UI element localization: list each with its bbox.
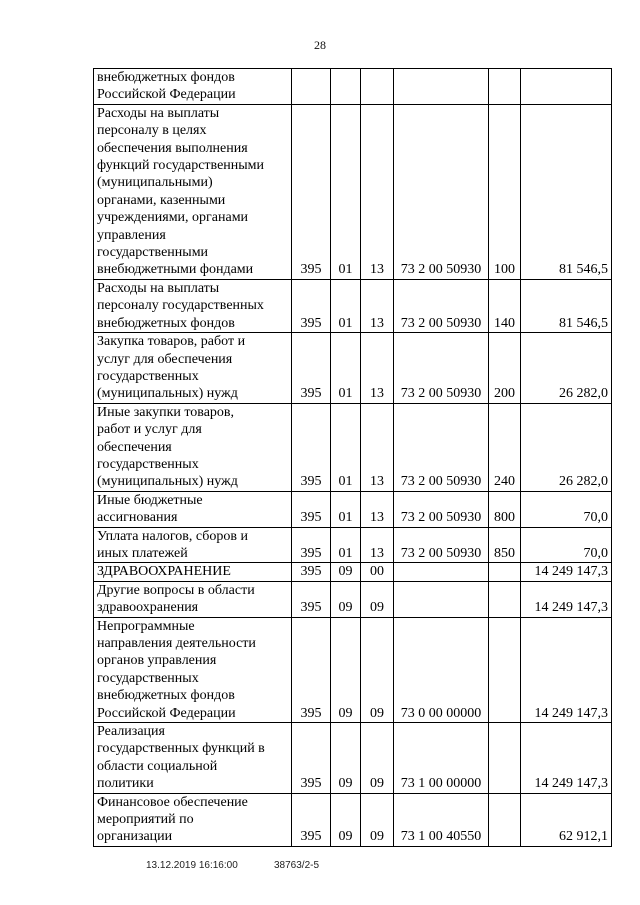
ministry-code-cell: 395	[292, 563, 331, 581]
expense-type-code-cell	[489, 581, 521, 617]
amount-cell: 81 546,5	[521, 104, 612, 279]
subsection-code-cell: 13	[361, 491, 394, 527]
subsection-code-cell: 09	[361, 617, 394, 722]
expense-name-cell: Уплата налогов, сборов и иных платежей	[94, 527, 292, 563]
section-code-cell: 01	[331, 403, 361, 491]
section-code-cell: 09	[331, 617, 361, 722]
target-article-code-cell: 73 1 00 00000	[394, 723, 489, 794]
subsection-code-cell	[361, 69, 394, 105]
table-row	[94, 617, 612, 722]
amount-cell: 81 546,5	[521, 279, 612, 332]
expense-type-code-cell	[489, 563, 521, 581]
target-article-code-cell: 73 2 00 50930	[394, 403, 489, 491]
ministry-code-cell: 395	[292, 581, 331, 617]
expense-name-cell: Расходы на выплаты персоналу в целях обеспечения выполнения функций государственными (муниципальными) органами, казенными учреждениями, органами управления государственными внебюджетными фондами	[94, 104, 292, 279]
expense-name-cell: ЗДРАВООХРАНЕНИЕ	[94, 563, 292, 581]
amount-cell: 26 282,0	[521, 403, 612, 491]
expense-name-cell: Закупка товаров, работ и услуг для обеспечения государственных (муниципальных) нужд	[94, 333, 292, 404]
target-article-code-cell: 73 2 00 50930	[394, 279, 489, 332]
expense-type-code-cell	[489, 723, 521, 794]
amount-cell: 26 282,0	[521, 333, 612, 404]
section-code-cell: 01	[331, 279, 361, 332]
expense-type-code-cell: 850	[489, 527, 521, 563]
table-row	[94, 333, 612, 404]
target-article-code-cell: 73 2 00 50930	[394, 104, 489, 279]
section-code-cell: 09	[331, 793, 361, 846]
ministry-code-cell: 395	[292, 104, 331, 279]
subsection-code-cell: 09	[361, 723, 394, 794]
expense-name-cell: Финансовое обеспечение мероприятий по организации	[94, 793, 292, 846]
target-article-code-cell: 73 1 00 40550	[394, 793, 489, 846]
section-code-cell: 01	[331, 104, 361, 279]
section-code-cell: 01	[331, 527, 361, 563]
expense-name-cell: Расходы на выплаты персоналу государственных внебюджетных фондов	[94, 279, 292, 332]
table-row	[94, 723, 612, 794]
table-row	[94, 581, 612, 617]
ministry-code-cell: 395	[292, 617, 331, 722]
ministry-code-cell: 395	[292, 279, 331, 332]
target-article-code-cell	[394, 563, 489, 581]
ministry-code-cell	[292, 69, 331, 105]
budget-table-body	[94, 69, 612, 847]
expense-type-code-cell	[489, 69, 521, 105]
expense-type-code-cell: 800	[489, 491, 521, 527]
target-article-code-cell: 73 2 00 50930	[394, 527, 489, 563]
target-article-code-cell	[394, 581, 489, 617]
expense-type-code-cell	[489, 793, 521, 846]
table-row	[94, 793, 612, 846]
table-row	[94, 104, 612, 279]
expense-name-cell: Другие вопросы в области здравоохранения	[94, 581, 292, 617]
amount-cell: 70,0	[521, 527, 612, 563]
footer-date: 13.12.2019 16:16:00	[146, 860, 238, 871]
subsection-code-cell: 13	[361, 279, 394, 332]
expense-name-cell: Непрограммные направления деятельности органов управления государственных внебюджетных фондов Российской Федерации	[94, 617, 292, 722]
amount-cell: 14 249 147,3	[521, 617, 612, 722]
table-row	[94, 491, 612, 527]
ministry-code-cell: 395	[292, 333, 331, 404]
expense-name-cell: Реализация государственных функций в области социальной политики	[94, 723, 292, 794]
subsection-code-cell: 13	[361, 527, 394, 563]
subsection-code-cell: 13	[361, 104, 394, 279]
table-row	[94, 279, 612, 332]
footer-document-id: 38763/2-5	[274, 860, 320, 871]
amount-cell: 70,0	[521, 491, 612, 527]
ministry-code-cell: 395	[292, 527, 331, 563]
subsection-code-cell: 13	[361, 333, 394, 404]
expense-type-code-cell: 100	[489, 104, 521, 279]
expense-name-cell: Иные бюджетные ассигнования	[94, 491, 292, 527]
expense-type-code-cell: 200	[489, 333, 521, 404]
section-code-cell: 01	[331, 333, 361, 404]
ministry-code-cell: 395	[292, 403, 331, 491]
subsection-code-cell: 09	[361, 793, 394, 846]
ministry-code-cell: 395	[292, 491, 331, 527]
section-code-cell: 09	[331, 563, 361, 581]
target-article-code-cell: 73 2 00 50930	[394, 491, 489, 527]
amount-cell	[521, 69, 612, 105]
amount-cell: 14 249 147,3	[521, 581, 612, 617]
subsection-code-cell: 09	[361, 581, 394, 617]
expense-name-cell: внебюджетных фондов Российской Федерации	[94, 69, 292, 105]
expense-name-cell: Иные закупки товаров, работ и услуг для обеспечения государственных (муниципальных) нужд	[94, 403, 292, 491]
table-row	[94, 527, 612, 563]
section-code-cell	[331, 69, 361, 105]
subsection-code-cell: 00	[361, 563, 394, 581]
section-code-cell: 09	[331, 723, 361, 794]
amount-cell: 14 249 147,3	[521, 563, 612, 581]
section-code-cell: 09	[331, 581, 361, 617]
table-row	[94, 563, 612, 581]
ministry-code-cell: 395	[292, 723, 331, 794]
table-row	[94, 69, 612, 105]
expense-type-code-cell	[489, 617, 521, 722]
target-article-code-cell: 73 0 00 00000	[394, 617, 489, 722]
target-article-code-cell: 73 2 00 50930	[394, 333, 489, 404]
expense-type-code-cell: 240	[489, 403, 521, 491]
target-article-code-cell	[394, 69, 489, 105]
section-code-cell: 01	[331, 491, 361, 527]
amount-cell: 14 249 147,3	[521, 723, 612, 794]
page-number: 28	[314, 38, 326, 52]
subsection-code-cell: 13	[361, 403, 394, 491]
table-row	[94, 403, 612, 491]
budget-table	[93, 68, 612, 847]
amount-cell: 62 912,1	[521, 793, 612, 846]
expense-type-code-cell: 140	[489, 279, 521, 332]
ministry-code-cell: 395	[292, 793, 331, 846]
